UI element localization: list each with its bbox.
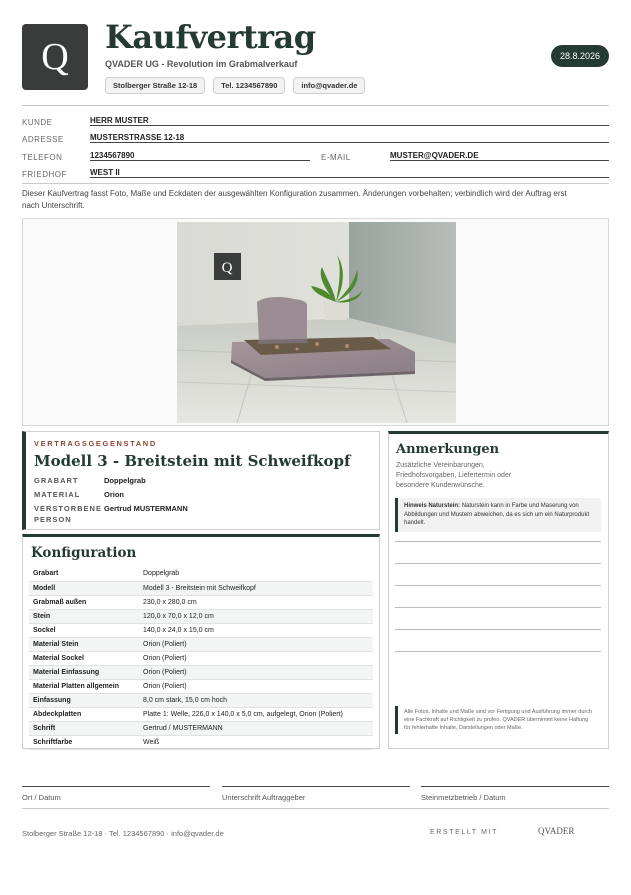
contract-subject-card: [22, 431, 380, 530]
intro-text: Dieser Kaufvertrag fasst Foto, Maße und Eckdaten der ausgewählten Konfiguration zusammen. Änderungen vorbehalten; verbindlich wird der Auftrag erst nach Unterschrift.: [22, 189, 567, 210]
contract-subject-eyebrow: VERTRAGSGEGENSTAND: [34, 439, 157, 448]
footer-divider: [22, 808, 609, 809]
table-row: [29, 595, 373, 609]
row-label: Schriftfarbe: [29, 735, 139, 749]
signature-label-ort: Ort / Datum: [22, 793, 61, 802]
footer-made-with: ERSTELLT MIT: [430, 829, 498, 836]
note-line[interactable]: [395, 563, 601, 564]
note-line[interactable]: [395, 585, 601, 586]
table-row: [29, 735, 373, 749]
kunde-field[interactable]: HERR MUSTER: [90, 116, 609, 126]
friedhof-field[interactable]: WEST II: [90, 168, 609, 178]
row-value: Platte 1: Welle, 226,0 x 140,0 x 5,0 cm, aufgelegt, Orion (Poliert): [139, 707, 373, 721]
footer-brand-logo: QVADER: [538, 826, 575, 836]
email-field[interactable]: MUSTER@QVADER.DE: [390, 151, 609, 161]
verstorbene-value: Gertrud MUSTERMANN: [104, 504, 188, 513]
note-line[interactable]: [395, 541, 601, 542]
address-chip: Stolberger Straße 12-18: [105, 77, 205, 94]
natural-stone-hint: [395, 498, 601, 532]
grabart-row: [34, 476, 354, 486]
note-line[interactable]: [395, 651, 601, 652]
configuration-table: [29, 567, 373, 750]
date-badge: 28.8.2026: [551, 45, 609, 67]
row-label: Material Einfassung: [29, 665, 139, 679]
row-value: Orion (Poliert): [139, 679, 373, 693]
row-label: Grabart: [29, 567, 139, 581]
row-value: Orion (Poliert): [139, 637, 373, 651]
signature-label-steinmetz: Steinmetzbetrieb / Datum: [421, 793, 506, 802]
company-logo: [22, 24, 88, 90]
row-value: Doppelgrab: [139, 567, 373, 581]
configuration-title: Konfiguration: [31, 545, 137, 561]
signature-label-auftraggeber: Unterschrift Auftraggeber: [222, 793, 306, 802]
company-subtitle: QVADER UG - Revolution im Grabmalverkauf: [105, 59, 298, 69]
hint-text: Naturstein kann in Farbe und Maserung von Abbildungen und Mustern abweichen, da es sich um ein Naturprodukt handelt.: [404, 503, 590, 526]
wall-logo-letter: Q: [221, 260, 233, 276]
row-value: Orion (Poliert): [139, 651, 373, 665]
grabart-value: Doppelgrab: [104, 476, 146, 485]
row-label: Sockel: [29, 623, 139, 637]
table-row: [29, 693, 373, 707]
table-row: [29, 679, 373, 693]
row-label: Schrift: [29, 721, 139, 735]
friedhof-label: FRIEDHOF: [22, 170, 67, 179]
adresse-field[interactable]: MUSTERSTRASSE 12-18: [90, 133, 609, 143]
document-title: Kaufvertrag: [105, 18, 316, 56]
configuration-card: [22, 534, 380, 749]
row-value: 230,0 x 280,0 cm: [139, 595, 373, 609]
kunde-label: KUNDE: [22, 118, 53, 127]
email-chip: info@qvader.de: [293, 77, 365, 94]
product-photo-frame: [22, 218, 609, 426]
verstorbene-row: [34, 503, 354, 525]
table-row: [29, 637, 373, 651]
material-value: Orion: [104, 490, 124, 499]
signature-line-ort[interactable]: [22, 786, 210, 787]
row-value: 140,0 x 24,0 x 15,0 cm: [139, 623, 373, 637]
row-label: Grabmaß außen: [29, 595, 139, 609]
notes-title: Anmerkungen: [396, 442, 500, 457]
notes-card: [388, 431, 609, 749]
table-row: [29, 721, 373, 735]
table-row: [29, 665, 373, 679]
row-label: Material Stein: [29, 637, 139, 651]
phone-chip: Tel. 1234567890: [213, 77, 285, 94]
row-value: 120,0 x 70,0 x 12,0 cm: [139, 609, 373, 623]
telefon-label: TELEFON: [22, 153, 63, 162]
header-divider: [22, 105, 609, 106]
table-row: [29, 581, 373, 595]
hint-label: Hinweis Naturstein:: [404, 503, 461, 509]
row-value: Weiß: [139, 735, 373, 749]
row-label: Modell: [29, 581, 139, 595]
material-label: MATERIAL: [34, 490, 81, 499]
row-label: Material Platten allgemein: [29, 679, 139, 693]
row-label: Abdeckplatten: [29, 707, 139, 721]
row-value: Modell 3 - Breitstein mit Schweifkopf: [139, 581, 373, 595]
fields-divider: [22, 183, 609, 184]
table-row: [29, 623, 373, 637]
grave-render-image: [177, 222, 456, 423]
row-value: Orion (Poliert): [139, 665, 373, 679]
row-label: Material Sockel: [29, 651, 139, 665]
model-title: Modell 3 - Breitstein mit Schweifkopf: [34, 452, 351, 470]
note-line[interactable]: [395, 607, 601, 608]
disclaimer-text: Alle Fotos, Inhalte und Maße sind vor Fertigung und Ausführung immer durch eine Fachkraft auf Richtigkeit zu prüfen. QVADER übernimmt keine Haftung für fehlerhafte Inhalte, Darstellungen oder Maße.: [395, 706, 601, 734]
table-row: [29, 609, 373, 623]
notes-subtitle: Zusätzliche Vereinbarungen, Friedhofsvorgaben, Liefertermin oder besondere Kundenwünsche.: [396, 462, 512, 489]
material-row: [34, 490, 354, 500]
adresse-label: ADRESSE: [22, 135, 64, 144]
signature-line-auftraggeber[interactable]: [222, 786, 410, 787]
telefon-field[interactable]: 1234567890: [90, 151, 310, 161]
signature-line-steinmetz[interactable]: [421, 786, 609, 787]
logo-letter: Q: [41, 36, 69, 78]
footer-contact: Stolberger Straße 12-18 · Tel. 1234567890 · info@qvader.de: [22, 829, 224, 838]
verstorbene-label: VERSTORBENE PERSON: [34, 504, 102, 524]
grabart-label: GRABART: [34, 476, 79, 485]
row-label: Einfassung: [29, 693, 139, 707]
table-row: [29, 567, 373, 581]
contact-chips: [105, 77, 365, 94]
row-value: Gertrud / MUSTERMANN: [139, 721, 373, 735]
row-label: Stein: [29, 609, 139, 623]
row-value: 8,0 cm stark, 15,0 cm hoch: [139, 693, 373, 707]
note-line[interactable]: [395, 629, 601, 630]
table-row: [29, 651, 373, 665]
table-row: [29, 707, 373, 721]
email-label: E-MAIL: [321, 153, 351, 162]
